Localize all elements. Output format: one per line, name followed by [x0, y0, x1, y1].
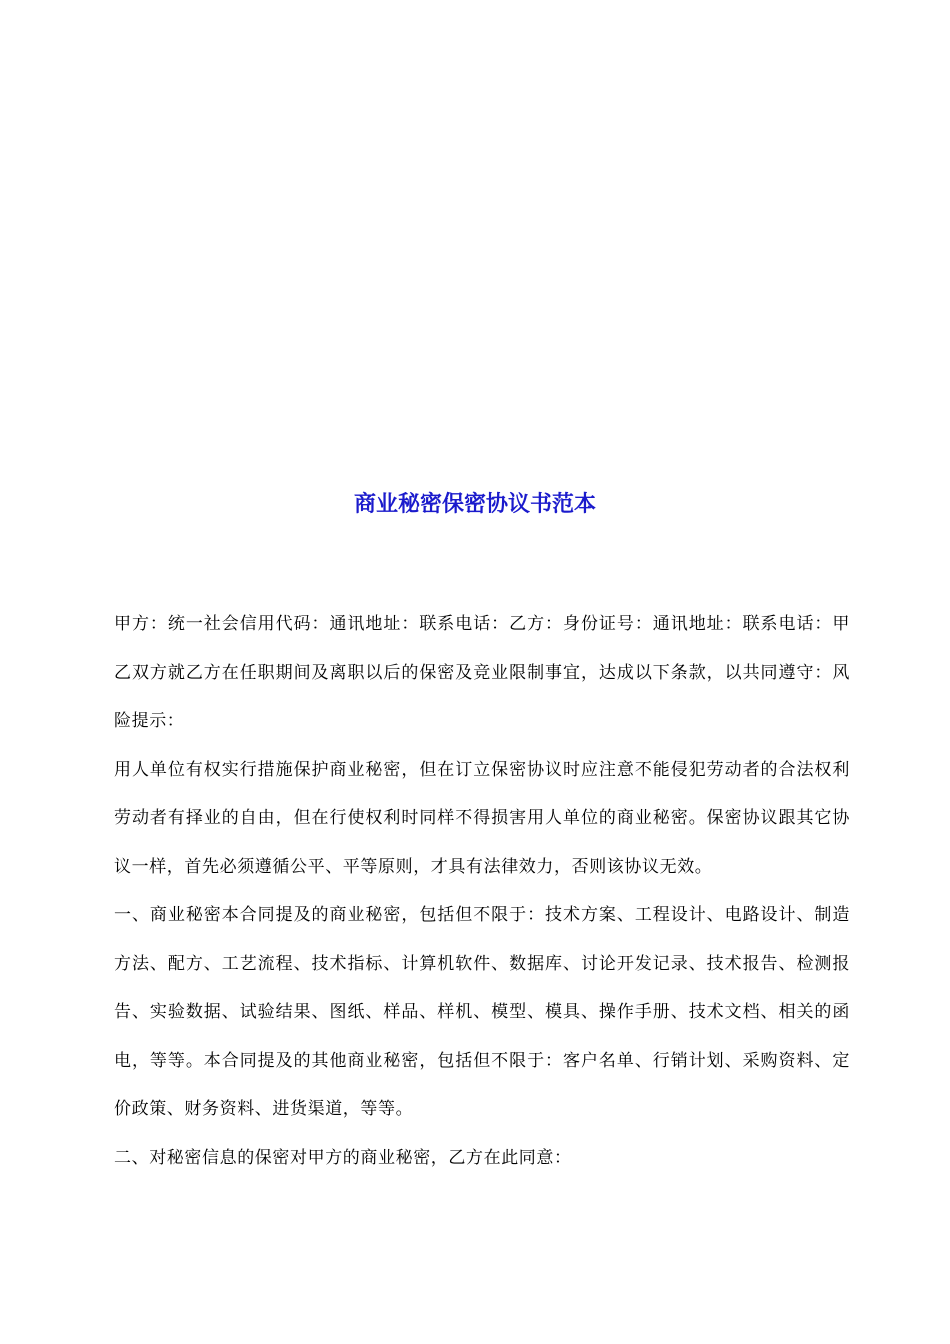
paragraph-parties: 甲方：统一社会信用代码：通讯地址：联系电话：乙方：身份证号：通讯地址：联系电话：甲乙双方就乙方在任职期间及离职以后的保密及竞业限制事宜，达成以下条款，以共同遵守：风险提示：: [114, 614, 850, 731]
document-body: [114, 600, 850, 1182]
paragraph-section-1-trade-secrets: 一、商业秘密本合同提及的商业秘密，包括但不限于：技术方案、工程设计、电路设计、制造方法、配方、工艺流程、技术指标、计算机软件、数据库、讨论开发记录、技术报告、检测报告、实验数据、试验结果、图纸、样品、样机、模型、模具、操作手册、技术文档、相关的函电，等等。本合同提及的其他商业秘密，包括但不限于：客户名单、行销计划、采购资料、定价政策、财务资料、进货渠道，等等。: [114, 905, 850, 1119]
paragraph-risk-notice: 用人单位有权实行措施保护商业秘密，但在订立保密协议时应注意不能侵犯劳动者的合法权利劳动者有择业的自由，但在行使权利时同样不得损害用人单位的商业秘密。保密协议跟其它协议一样，首先必须遵循公平、平等原则，才具有法律效力，否则该协议无效。: [114, 759, 850, 877]
document-title: 商业秘密保密协议书范本: [353, 491, 596, 517]
paragraph-section-2-confidentiality: 二、对秘密信息的保密对甲方的商业秘密，乙方在此同意：: [114, 1147, 572, 1168]
